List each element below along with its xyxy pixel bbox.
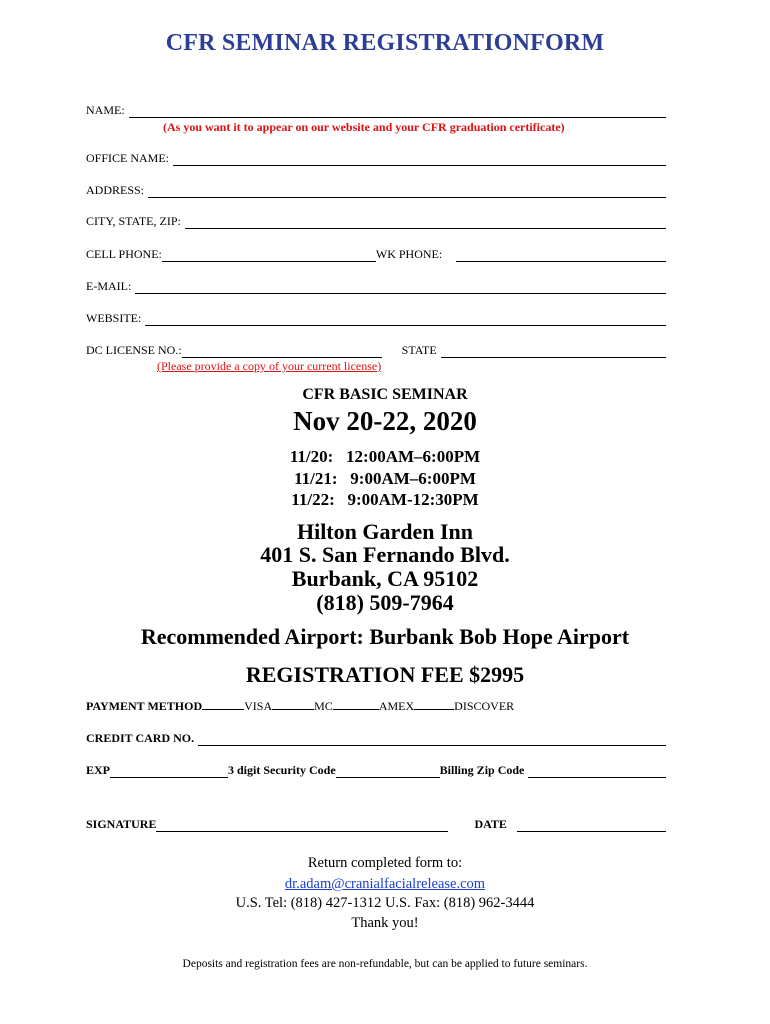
exp-label: EXP [86,763,110,777]
cell-field[interactable] [162,249,376,262]
state-label: STATE [401,343,437,357]
email-label: E-MAIL: [86,279,132,293]
amex-blank[interactable] [333,699,379,710]
refund-disclaimer: Deposits and registration fees are non-refundable, but can be applied to future seminars. [182,958,588,970]
mc-blank[interactable] [272,699,314,710]
email-row [86,278,666,294]
wk-field[interactable] [456,249,666,262]
visa-blank[interactable] [202,699,244,710]
address-row [86,182,666,198]
signature-row [86,816,666,832]
exp-row [86,762,666,778]
credit-card-row [86,730,666,746]
name-note: (As you want it to appear on our website and your CFR graduation certificate) [163,120,565,134]
wk-label: WK PHONE: [375,247,443,261]
contact-phones: U.S. Tel: (818) 427-1312 U.S. Fax: (818) 962-3444 [235,895,535,911]
cell-label: CELL PHONE: [86,247,162,261]
office-label: OFFICE NAME: [86,151,170,165]
venue-phone: (818) 509-7964 [316,590,454,615]
billing-zip-label: Billing Zip Code [439,763,525,777]
venue-name: Hilton Garden Inn [296,519,474,544]
website-label: WEBSITE: [86,311,142,325]
discover-option: DISCOVER [454,699,515,713]
address-field[interactable] [148,185,666,198]
city-field[interactable] [185,216,666,229]
seminar-name: CFR BASIC SEMINAR [302,386,468,403]
office-field[interactable] [173,153,666,166]
office-row [86,150,666,166]
discover-blank[interactable] [414,699,454,710]
dc-license-label: DC LICENSE NO.: [86,343,182,357]
credit-card-field[interactable] [198,733,666,746]
signature-field[interactable] [156,819,448,832]
name-field[interactable] [129,105,666,118]
venue-street: 401 S. San Fernando Blvd. [260,542,510,567]
name-row [86,102,666,118]
email-link[interactable]: dr.adam@cranialfacialrelease.com [284,876,486,892]
license-note: (Please provide a copy of your current license) [157,359,382,373]
schedule-day-1: 11/20: 12:00AM–6:00PM [289,447,481,466]
credit-card-label: CREDIT CARD NO. [86,731,195,745]
date-label: DATE [474,817,507,831]
return-instruction: Return completed form to: [307,855,463,871]
recommended-airport: Recommended Airport: Burbank Bob Hope Airport [140,624,630,649]
exp-field[interactable] [110,765,228,778]
state-field[interactable] [441,345,666,358]
registration-fee: REGISTRATION FEE $2995 [245,662,525,687]
mc-option: MC [314,699,333,713]
security-code-field[interactable] [336,765,440,778]
dc-license-field[interactable] [182,345,382,358]
email-field[interactable] [135,281,666,294]
amex-option: AMEX [378,699,415,713]
venue-city: Burbank, CA 95102 [291,566,479,591]
signature-label: SIGNATURE [86,817,157,831]
website-row [86,310,666,326]
website-field[interactable] [145,313,666,326]
payment-method-label: PAYMENT METHOD [86,699,203,713]
visa-option: VISA [244,699,273,713]
city-row [86,213,666,229]
license-row [86,342,666,358]
address-label: ADDRESS: [86,183,145,197]
name-label: NAME: [86,103,125,117]
billing-zip-field[interactable] [528,765,666,778]
phone-row [86,246,666,262]
thank-you: Thank you! [351,915,419,931]
schedule-day-2: 11/21: 9:00AM–6:00PM [294,469,476,488]
form-title: CFR SEMINAR REGISTRATIONFORM [165,30,605,56]
schedule-day-3: 11/22: 9:00AM-12:30PM [291,490,479,509]
city-label: CITY, STATE, ZIP: [86,214,181,228]
payment-method-row [86,699,514,714]
seminar-dates: Nov 20-22, 2020 [293,406,477,436]
security-code-label: 3 digit Security Code [228,763,336,777]
date-field[interactable] [517,819,666,832]
